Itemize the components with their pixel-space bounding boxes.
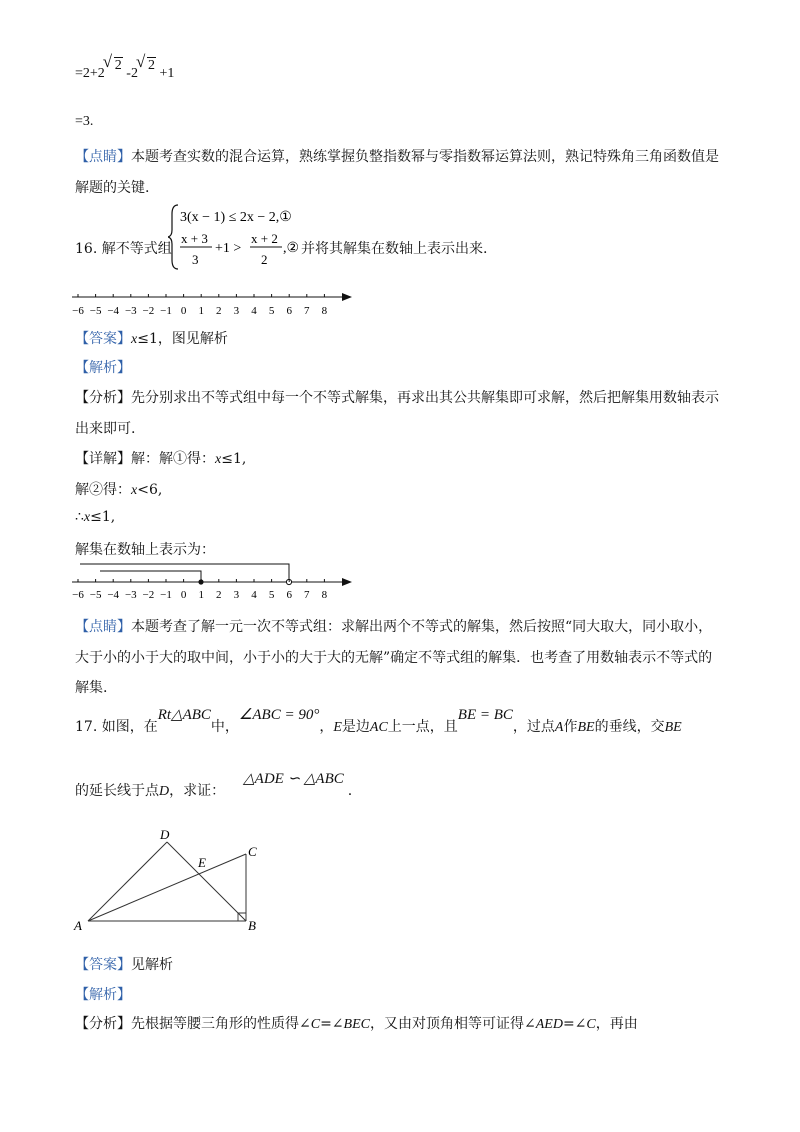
math-rt-abc: Rt△ABC bbox=[157, 707, 211, 723]
tip-text: 本题考查了解一元一次不等式组：求解出两个不等式的解集，然后按照“同大取大，同小取小， bbox=[131, 619, 713, 635]
segment-AD bbox=[88, 842, 167, 921]
axis-tick-label: 7 bbox=[304, 589, 310, 601]
axis-tick-label: 0 bbox=[180, 305, 187, 317]
tip-line-1 bbox=[75, 616, 712, 636]
var-AC: AC bbox=[369, 720, 388, 735]
answer-text: ≤1，图见解析 bbox=[137, 331, 228, 347]
var-C: C bbox=[586, 1017, 596, 1032]
q17-text: ，过点 bbox=[512, 719, 555, 735]
label-E: E bbox=[198, 855, 206, 870]
axis-tick-label: 4 bbox=[251, 305, 257, 317]
tip-tag: 【点睛】 bbox=[75, 619, 131, 635]
axis-tick-label: 8 bbox=[321, 589, 328, 601]
triangle-figure bbox=[70, 822, 270, 937]
inequality-system bbox=[168, 202, 318, 272]
axis-tick-label: 2 bbox=[216, 589, 222, 601]
detail-text: 解：解①得： bbox=[131, 451, 215, 467]
analysis-text: 先分别求出不等式组中每一个不等式解集，再求出其公共解集即可求解，然后把解集用数轴表示 bbox=[131, 390, 719, 406]
q17-line-2 bbox=[75, 771, 353, 800]
label-D: D bbox=[160, 827, 170, 842]
sqrt-symbol bbox=[138, 58, 156, 74]
tip-line-3: 解集. bbox=[75, 680, 108, 696]
axis-tick-label: −5 bbox=[89, 589, 102, 601]
axis-tick-label: 5 bbox=[268, 305, 275, 317]
axis-tick-label: 5 bbox=[268, 589, 275, 601]
axis-tick-label: 6 bbox=[286, 305, 292, 317]
note-line-2: 解题的关键. bbox=[75, 180, 150, 196]
label-A: A bbox=[74, 918, 82, 933]
var-D: D bbox=[159, 784, 170, 799]
jiexi-tag: 【解析】 bbox=[75, 360, 131, 376]
solution-x-le-1 bbox=[100, 571, 201, 582]
var-x: x bbox=[131, 483, 138, 498]
expression-line-1 bbox=[75, 58, 175, 82]
axis-tick-label: −1 bbox=[160, 589, 172, 601]
analysis-text: =∠ bbox=[562, 1016, 587, 1032]
var-E: E bbox=[333, 720, 342, 735]
system-brace bbox=[168, 205, 178, 269]
analysis-line-2: 出来即可. bbox=[75, 421, 136, 437]
axis-tick-label: 0 bbox=[180, 589, 187, 601]
axis-tick-label: −6 bbox=[72, 305, 84, 317]
var-BE: BE bbox=[664, 720, 682, 735]
var-x: x bbox=[83, 510, 91, 525]
axis-tick-label: −5 bbox=[89, 305, 102, 317]
q17-text: 作 bbox=[563, 719, 578, 735]
answer-text: 见解析 bbox=[131, 957, 173, 973]
q17-text: 17. 如图，在 bbox=[75, 719, 158, 735]
radicand: 2 bbox=[114, 58, 122, 73]
analysis-text: 先根据等腰三角形的性质得∠ bbox=[131, 1016, 311, 1032]
q17-text: . bbox=[347, 783, 353, 799]
analysis-text: ，又由对顶角相等可证得∠ bbox=[370, 1016, 536, 1032]
note-line-1 bbox=[75, 146, 719, 166]
note-tag: 【点睛】 bbox=[75, 149, 131, 165]
analysis-text: =∠ bbox=[320, 1016, 344, 1032]
axis-tick-label: −3 bbox=[124, 589, 137, 601]
eq2-den2: 2 bbox=[261, 252, 268, 267]
jiexi-tag: 【解析】 bbox=[75, 987, 131, 1003]
axis-tick-label: −4 bbox=[107, 305, 120, 317]
axis-tick-label: −1 bbox=[160, 305, 172, 317]
detail-tag: 【详解】 bbox=[75, 451, 131, 467]
detail-line-1 bbox=[75, 448, 246, 468]
answer-line bbox=[75, 328, 228, 348]
tip-line-2: 大于小的小于大的取中间，小于小的大于大的无解”确定不等式组的解集．也考查了用数轴表示不等式的 bbox=[75, 650, 713, 666]
axis-arrow bbox=[342, 293, 352, 301]
q17-text: ， bbox=[319, 719, 334, 735]
number-line-blank bbox=[70, 288, 360, 318]
eq2-num1: x + 3 bbox=[181, 231, 208, 246]
axis-tick-label: −3 bbox=[124, 305, 137, 317]
answer-tag: 【答案】 bbox=[75, 331, 131, 347]
detail-text: ≤1, bbox=[90, 509, 116, 525]
axis-tick-label: 4 bbox=[251, 589, 257, 601]
var-A: A bbox=[554, 720, 564, 735]
axis-tick-label: −2 bbox=[142, 305, 155, 317]
detail-line-4: 解集在数轴上表示为： bbox=[75, 542, 215, 558]
axis-tick-label: 8 bbox=[321, 305, 328, 317]
axis-tick-label: 1 bbox=[198, 589, 204, 601]
number-line-solution bbox=[70, 560, 360, 602]
axis-tick-label: −4 bbox=[107, 589, 120, 601]
sqrt-symbol bbox=[105, 58, 123, 74]
eq1: 3(x − 1) ≤ 2x − 2,① bbox=[180, 210, 292, 225]
answer17-line bbox=[75, 954, 173, 974]
var-C: C bbox=[310, 1017, 321, 1032]
segment-DB bbox=[167, 842, 246, 921]
q17-text: ，求证： bbox=[169, 783, 226, 799]
var-x: x bbox=[131, 332, 138, 347]
answer-tag: 【答案】 bbox=[75, 957, 131, 973]
detail-line-3 bbox=[75, 509, 115, 526]
q17-text: 是边 bbox=[341, 719, 370, 735]
axis-tick-label: 2 bbox=[216, 305, 222, 317]
axis-tick-label: −6 bbox=[72, 589, 84, 601]
analysis-text: ，再由 bbox=[595, 1016, 638, 1032]
q16-suffix: 并将其解集在数轴上表示出来. bbox=[301, 241, 488, 257]
math-angle: ∠ABC = 90° bbox=[238, 707, 320, 723]
math-be-bc: BE = BC bbox=[457, 707, 513, 723]
axis-tick-label: 3 bbox=[233, 305, 240, 317]
expr-part: -2 bbox=[126, 66, 138, 81]
label-B: B bbox=[248, 918, 256, 933]
solution-x-lt-6 bbox=[80, 564, 289, 582]
q17-text: 的垂线，交 bbox=[594, 719, 665, 735]
var-AED: AED bbox=[535, 1017, 563, 1032]
q17-text: 上一点，且 bbox=[387, 719, 458, 735]
expr-part: =2+2 bbox=[75, 66, 105, 81]
axis-arrow bbox=[342, 578, 352, 586]
eq2-num2: x + 2 bbox=[251, 231, 278, 246]
label-C: C bbox=[248, 844, 257, 859]
axis-tick-label: 1 bbox=[198, 305, 204, 317]
var-x: x bbox=[215, 452, 222, 467]
radicand: 2 bbox=[147, 58, 155, 73]
analysis-line-1 bbox=[75, 387, 719, 407]
expression-line-2: =3. bbox=[75, 114, 94, 129]
var-BEC: BEC bbox=[343, 1017, 370, 1032]
eq2-tail: ,② bbox=[283, 241, 300, 256]
math-similar: △ADE ∽ △ABC bbox=[243, 771, 344, 787]
eq2-den1: 3 bbox=[192, 252, 199, 267]
q16-prefix: 16. 解不等式组 bbox=[75, 241, 172, 257]
analysis-tag: 【分析】 bbox=[75, 390, 131, 406]
axis-tick-label: 6 bbox=[286, 589, 292, 601]
var-BE: BE bbox=[577, 720, 595, 735]
analysis-tag: 【分析】 bbox=[75, 1016, 131, 1032]
axis-tick-label: −2 bbox=[142, 589, 155, 601]
detail-text: ≤1, bbox=[221, 451, 247, 467]
eq2-mid: +1 > bbox=[215, 241, 242, 256]
detail-line-2 bbox=[75, 479, 162, 499]
note-text: 本题考查实数的混合运算，熟练掌握负整指数幂与零指数幂运算法则，熟记特殊角三角函数值是 bbox=[131, 149, 719, 165]
axis-tick-label: 3 bbox=[233, 589, 240, 601]
q17-text: 的延长线于点 bbox=[75, 783, 159, 799]
therefore: ∴ bbox=[75, 509, 84, 525]
axis-tick-label: 7 bbox=[304, 305, 310, 317]
detail-text: 解②得： bbox=[75, 482, 131, 498]
segment-AC bbox=[88, 854, 246, 921]
q17-line-1 bbox=[75, 707, 682, 736]
detail-text: <6, bbox=[137, 482, 163, 498]
q17-text: 中， bbox=[210, 719, 239, 735]
analysis17-line bbox=[75, 1013, 638, 1033]
expr-part: +1 bbox=[159, 66, 175, 81]
